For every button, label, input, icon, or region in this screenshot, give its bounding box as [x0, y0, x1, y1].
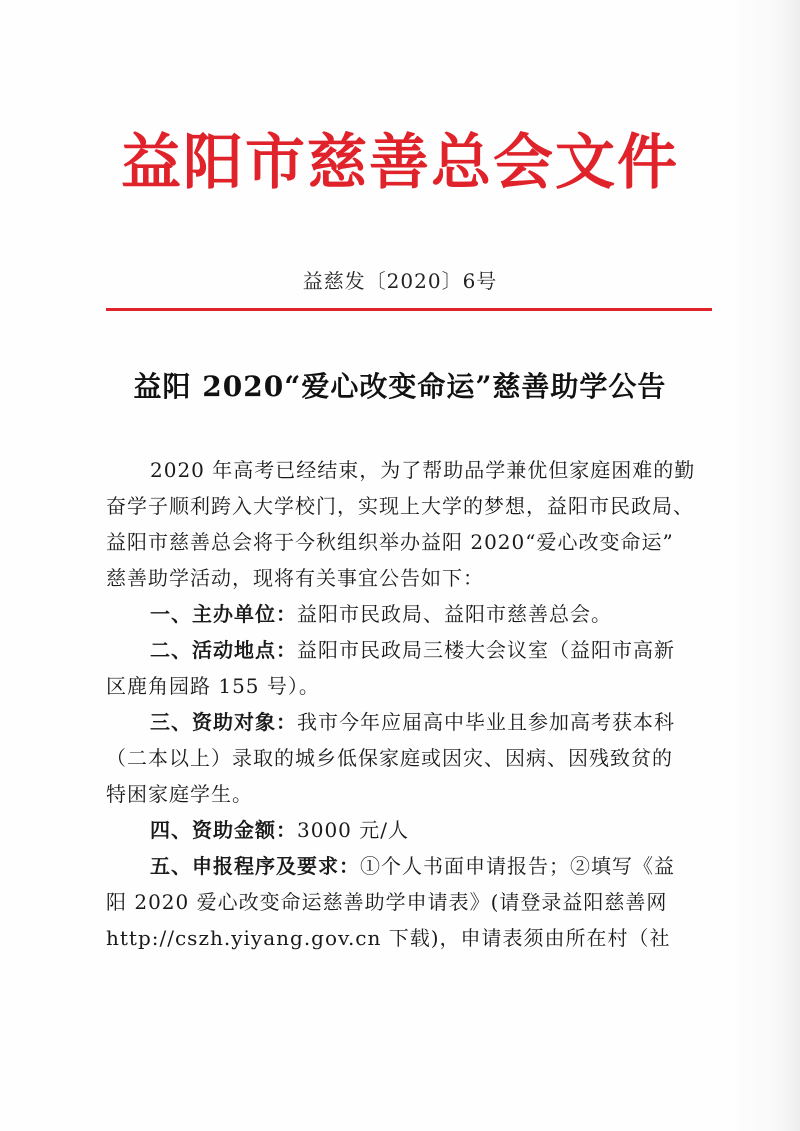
intro-line: 奋学子顺利跨入大学校门，实现上大学的梦想，益阳市民政局、 — [106, 494, 694, 518]
item-organizer-text: 益阳市民政局、益阳市慈善总会。 — [297, 602, 612, 626]
item-amount — [106, 812, 716, 848]
item-target-text: 我市今年应届高中毕业且参加高考获本科 — [297, 710, 675, 734]
intro-line: 益阳市慈善总会将于今秋组织举办益阳 2020“爱心改变命运” — [106, 530, 674, 554]
item-amount-text: 3000 元/人 — [297, 818, 409, 842]
intro-line: 慈善助学活动，现将有关事宜公告如下： — [106, 566, 484, 590]
red-divider-rule — [106, 308, 712, 311]
item-procedure — [106, 848, 716, 956]
item-organizer — [106, 596, 716, 632]
item-target — [106, 704, 716, 812]
item-target-label: 三、资助对象： — [150, 710, 297, 734]
item-procedure-text-cont: http://cszh.yiyang.gov.cn 下载)，申请表须由所在村（社 — [106, 926, 671, 950]
item-procedure-text: ①个人书面申请报告；②填写《益 — [360, 854, 675, 878]
item-organizer-label: 一、主办单位： — [150, 602, 297, 626]
intro-line: 2020 年高考已经结束，为了帮助品学兼优但家庭困难的勤 — [150, 458, 696, 482]
document-number: 益慈发〔2020〕6号 — [302, 269, 498, 293]
intro-paragraph — [106, 452, 716, 596]
item-venue — [106, 632, 716, 704]
masthead-title: 益阳市慈善总会文件 — [121, 128, 679, 198]
item-procedure-label: 五、申报程序及要求： — [150, 854, 360, 878]
item-venue-text: 益阳市民政局三楼大会议室（益阳市高新 — [297, 638, 675, 662]
item-amount-label: 四、资助金额： — [150, 818, 297, 842]
item-target-text-cont: 特困家庭学生。 — [106, 782, 253, 806]
item-target-text-cont: （二本以上）录取的城乡低保家庭或因灾、因病、因残致贫的 — [106, 746, 673, 770]
announcement-title: 益阳 2020“爱心改变命运”慈善助学公告 — [133, 370, 667, 403]
document-body — [106, 452, 716, 956]
item-venue-label: 二、活动地点： — [150, 638, 297, 662]
item-procedure-text-cont: 阳 2020 爱心改变命运慈善助学申请表》(请登录益阳慈善网 — [106, 890, 668, 914]
item-venue-text-cont: 区鹿角园路 155 号）。 — [106, 674, 320, 698]
